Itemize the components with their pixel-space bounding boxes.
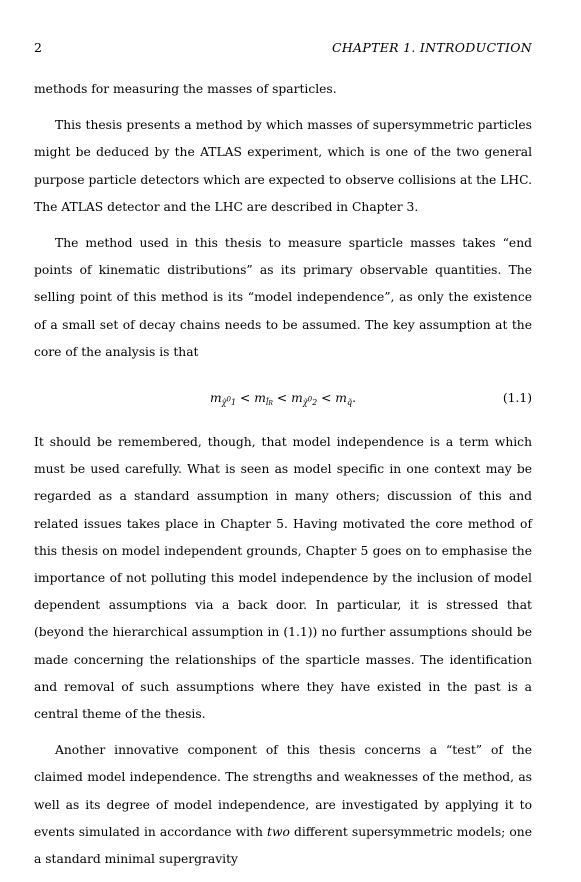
paragraph-continuation: methods for measuring the masses of sparticles.: [34, 82, 337, 96]
paragraph-end-points: The method used in this thesis to measure sparticle masses takes “end points of kinematic distributions” as its primary observable quantities. The selling point of this method is its “model independence”, as only the existence of a small set of decay chains needs to be assumed. The key assumption at the core of the analysis is that: [34, 236, 532, 359]
page-body: [34, 76, 532, 882]
equation-body: $m_{\chĩ^01} < m_{l̃R} < m_{\chĩ^02} < m_{q̃}$.: [209, 391, 357, 408]
equation-1-1: [34, 375, 532, 417]
paragraph-test: Another innovative component of this thesis concerns a “test” of the claimed model independence. The strengths and weaknesses of the method, as well as its degree of model independence, are investigated by applying it to events simulated in accordance with two different supersymmetric models; one a standard minimal supergravity: [34, 743, 532, 867]
paragraph-model-independence: It should be remembered, though, that model independence is a term which must be used carefully. What is seen as model specific in one context may be regarded as a standard assumption in many others; discussion of this and related issues takes place in Chapter 5. Having motivated the core method of this thesis on model independent grounds, Chapter 5 goes on to emphasise the importance of not polluting this model independence by the inclusion of model dependent assumptions via a back door. In particular, it is stressed that (beyond the hierarchical assumption in (1.1)) no further assumptions should be made concerning the relationships of the sparticle masses. The identification and removal of such assumptions where they have existed in the past is a central theme of the thesis.: [34, 435, 532, 722]
page-number: 2: [34, 40, 42, 55]
running-head: CHAPTER 1. INTRODUCTION: [331, 40, 532, 55]
emphasis-two: two: [267, 824, 290, 839]
paragraph-thesis-method: This thesis presents a method by which masses of supersymmetric particles might be deduced by the ATLAS experiment, which is one of the two general purpose particle detectors which are expected to observe collisions at the LHC. The ATLAS detector and the LHC are described in Chapter 3.: [34, 118, 532, 214]
page-header: [34, 40, 532, 60]
equation-number: (1.1): [502, 391, 532, 406]
